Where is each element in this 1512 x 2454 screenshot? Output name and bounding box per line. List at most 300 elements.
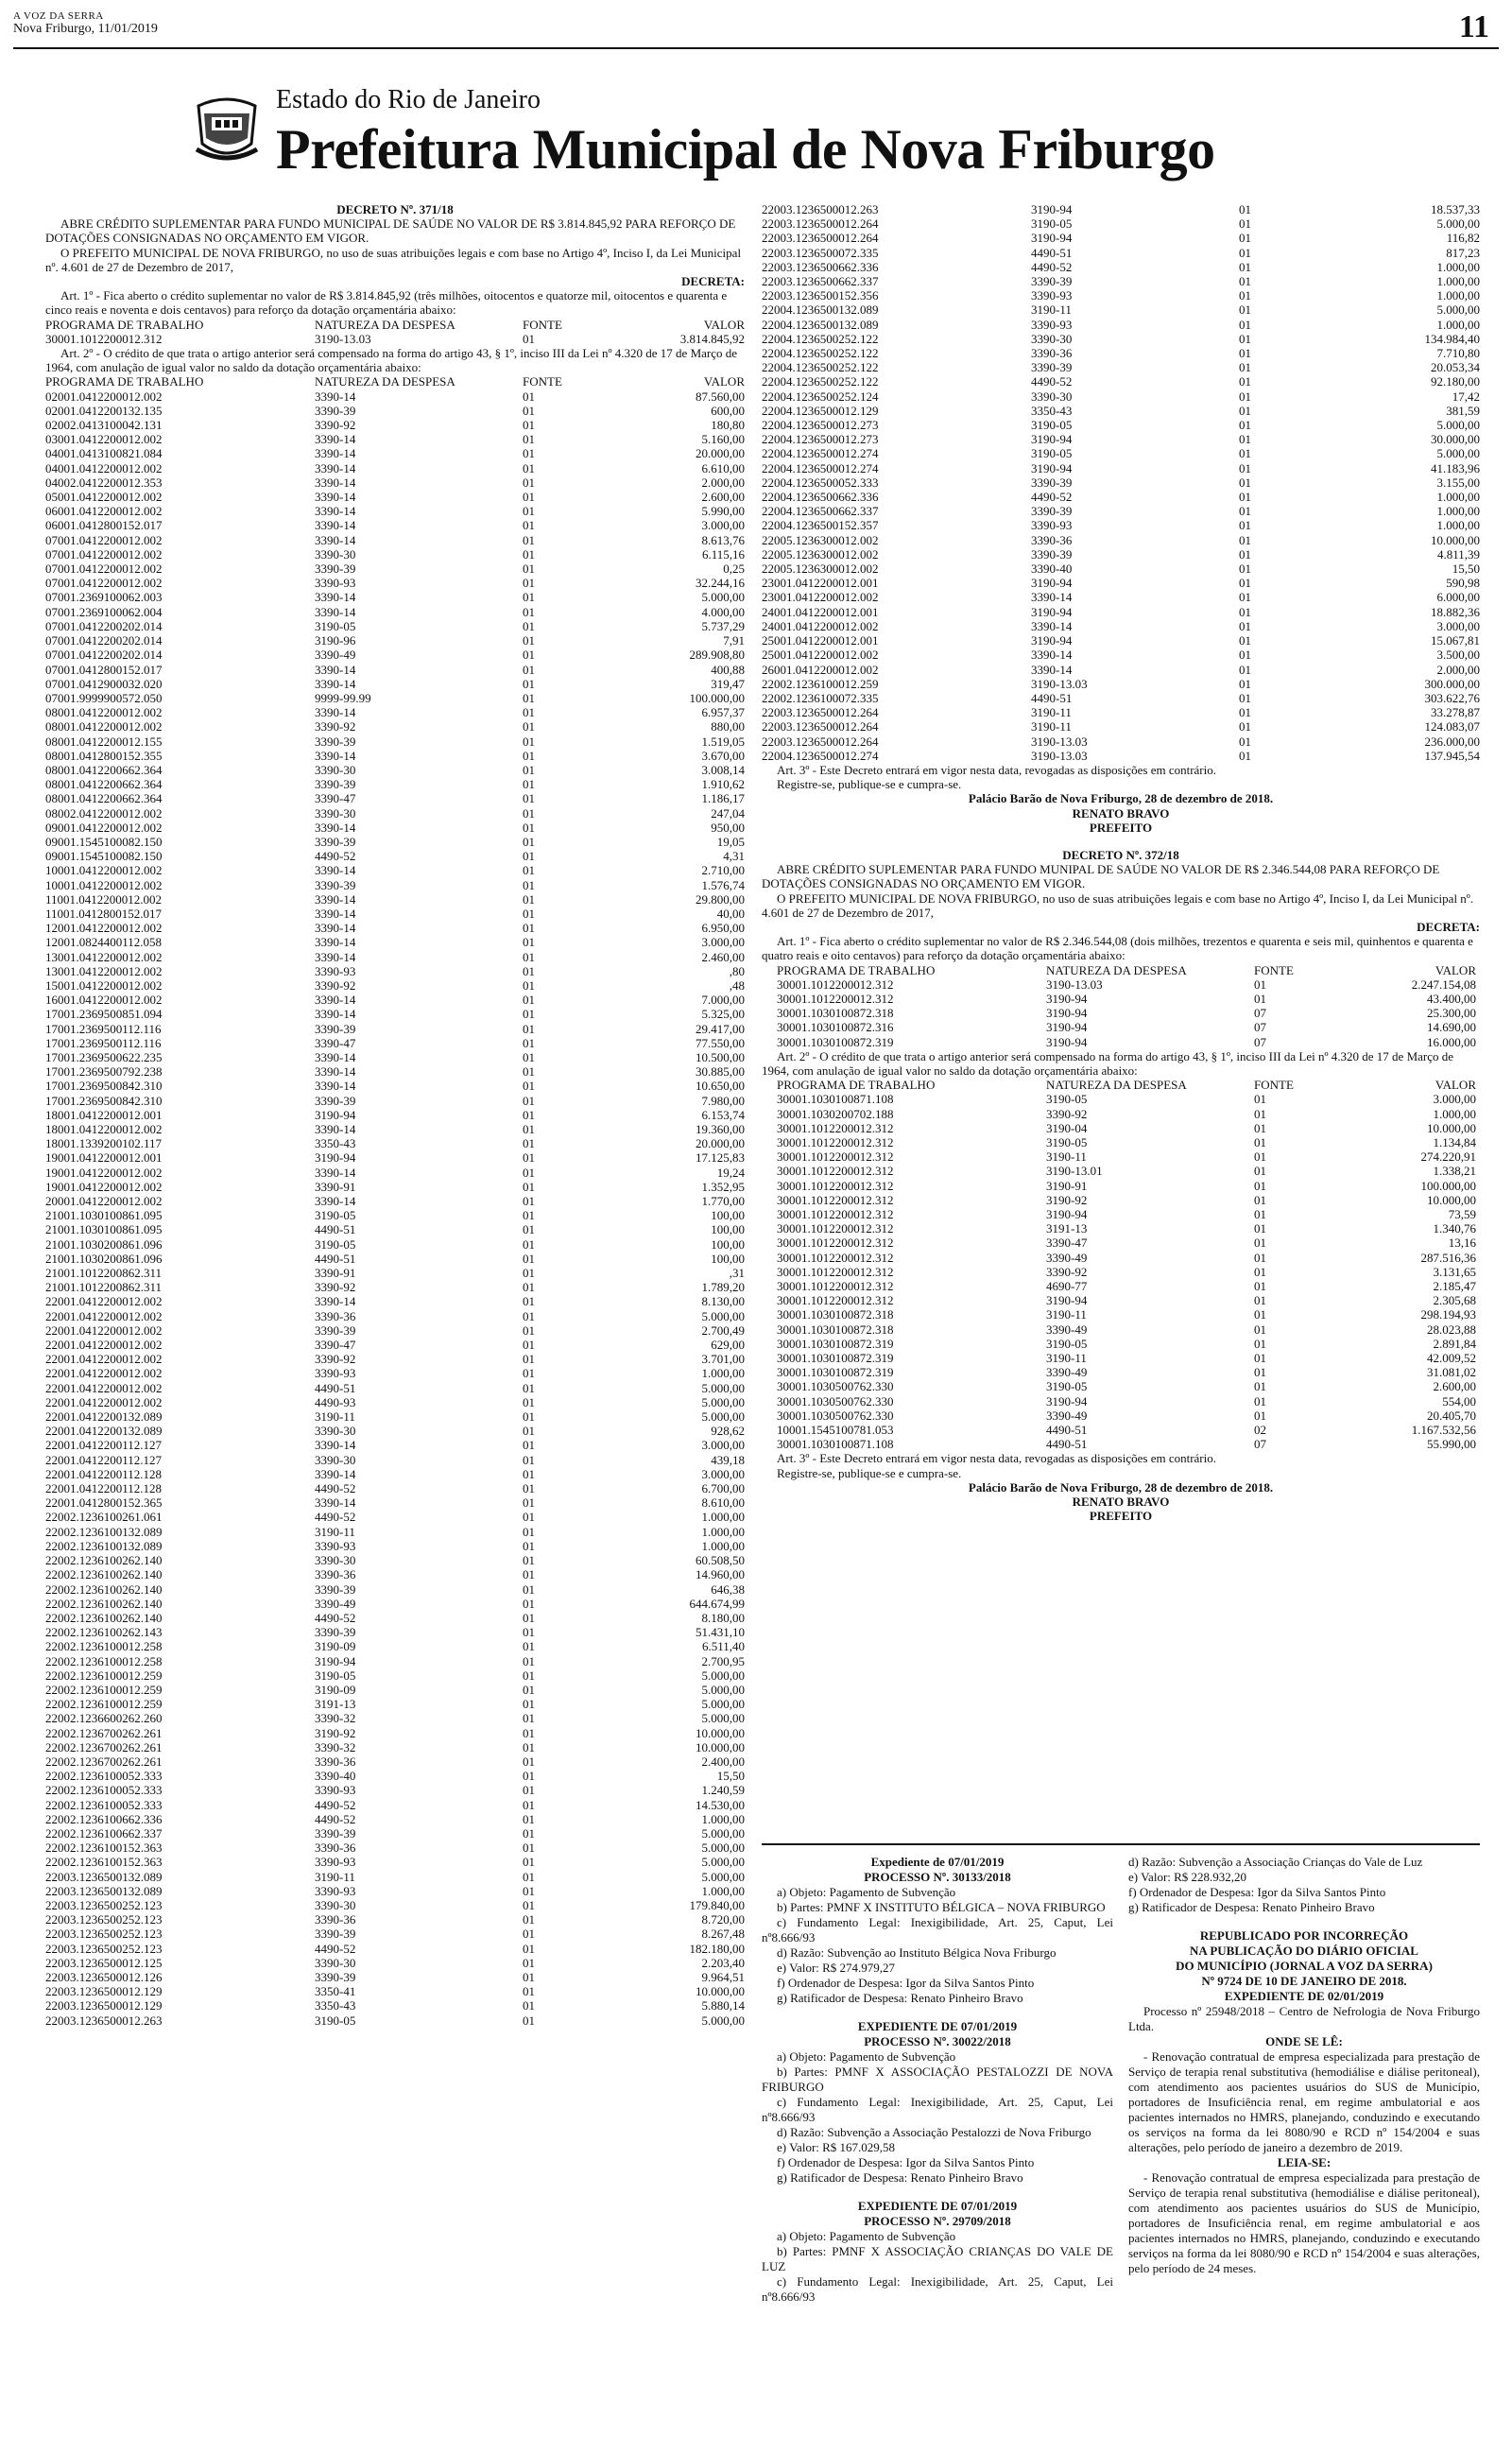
program-cell: 04001.0412200012.002 bbox=[45, 460, 163, 475]
table-row bbox=[762, 547, 1480, 562]
program-cell: 07001.2369100062.003 bbox=[45, 590, 163, 605]
value-cell: 5.000,00 bbox=[1436, 446, 1480, 461]
program-cell: 11001.0412200012.002 bbox=[45, 891, 163, 907]
table-header: PROGRAMA DE TRABALHO NATUREZA DA DESPESA FONTE VALOR bbox=[777, 962, 1476, 977]
program-cell: 17001.2369500851.094 bbox=[45, 1007, 163, 1022]
source-cell: 01 bbox=[523, 1179, 535, 1194]
table-row bbox=[762, 216, 1480, 231]
table-row bbox=[45, 1726, 745, 1740]
value-cell: 5.880,14 bbox=[701, 1998, 745, 2013]
source-cell: 01 bbox=[1254, 1236, 1266, 1251]
nature-cell: 3390-92 bbox=[1046, 1106, 1088, 1121]
value-cell: 87.560,00 bbox=[696, 389, 745, 404]
table-row bbox=[45, 1639, 745, 1653]
program-cell: 22002.1236100132.089 bbox=[45, 1524, 163, 1539]
source-cell: 01 bbox=[523, 604, 535, 619]
source-cell: 01 bbox=[523, 446, 535, 461]
table-row bbox=[45, 1222, 745, 1236]
value-cell: 73,59 bbox=[1448, 1207, 1476, 1222]
value-cell: 7.710,80 bbox=[1436, 346, 1480, 361]
source-cell: 01 bbox=[523, 1797, 535, 1812]
source-cell: 01 bbox=[523, 1855, 535, 1870]
value-cell: 5.000,00 bbox=[701, 1825, 745, 1840]
source-cell: 01 bbox=[1239, 446, 1251, 461]
decree-preamble: O PREFEITO MUNICIPAL DE NOVA FRIBURGO, no uso de suas atribuições legais e com base no Artigo 4º, Inciso I, da Lei Municipal nº. 4.601 de 27 de Dezembro de 2017, bbox=[762, 890, 1474, 920]
table-row bbox=[45, 1898, 745, 1912]
program-cell: 22002.1236100152.363 bbox=[45, 1840, 163, 1856]
decree-title: DECRETO Nº. 371/18 bbox=[336, 202, 454, 216]
program-cell: 07001.0412200012.002 bbox=[45, 562, 163, 577]
nature-cell: 3390-93 bbox=[315, 1366, 356, 1381]
source-cell: 01 bbox=[523, 1682, 535, 1697]
value-cell: 179.840,00 bbox=[689, 1897, 745, 1912]
program-cell: 22005.1236300012.002 bbox=[762, 546, 879, 562]
program-cell: 22001.0412200012.002 bbox=[45, 1294, 163, 1309]
table-row bbox=[45, 1022, 745, 1036]
nature-cell: 3390-14 bbox=[315, 993, 356, 1008]
table-row bbox=[45, 1668, 745, 1683]
exp-line: f) Ordenador de Despesa: Igor da Silva Santos Pinto bbox=[1128, 1885, 1386, 1899]
program-cell: 22002.1236100152.363 bbox=[45, 1855, 163, 1870]
source-cell: 01 bbox=[523, 1883, 535, 1898]
table-row bbox=[45, 749, 745, 763]
value-cell: 55.990,00 bbox=[1427, 1437, 1476, 1452]
value-cell: 182.180,00 bbox=[689, 1941, 745, 1956]
nature-cell: 4490-52 bbox=[315, 1610, 356, 1625]
source-cell: 01 bbox=[523, 1266, 535, 1281]
value-cell: 5.000,00 bbox=[701, 1840, 745, 1856]
source-cell: 01 bbox=[523, 648, 535, 663]
value-cell: 15,50 bbox=[1452, 562, 1480, 577]
program-cell: 23001.0412200012.001 bbox=[762, 576, 879, 591]
program-cell: 22002.1236100012.258 bbox=[45, 1653, 163, 1668]
program-cell: 17001.2369500622.235 bbox=[45, 1049, 163, 1064]
source-cell: 01 bbox=[1254, 1135, 1266, 1149]
source-cell: 01 bbox=[1254, 1092, 1266, 1107]
table-row bbox=[45, 2013, 745, 2028]
nature-cell: 3390-39 bbox=[315, 1825, 356, 1840]
table-row bbox=[45, 677, 745, 691]
program-cell: 30001.1030100872.318 bbox=[777, 1307, 894, 1322]
table-row bbox=[45, 1323, 745, 1338]
program-cell: 30001.1030500762.330 bbox=[777, 1393, 894, 1408]
table-row bbox=[45, 1395, 745, 1409]
program-cell: 30001.1012200012.312 bbox=[777, 1149, 894, 1165]
value-cell: 43.400,00 bbox=[1427, 991, 1476, 1006]
program-cell: 04002.0412200012.353 bbox=[45, 475, 163, 490]
program-cell: 22003.1236500012.264 bbox=[762, 705, 879, 720]
nature-cell: 3190-05 bbox=[1046, 1092, 1088, 1107]
value-cell: 10.000,00 bbox=[696, 1739, 745, 1754]
source-cell: 01 bbox=[523, 432, 535, 447]
value-cell: 5.990,00 bbox=[701, 504, 745, 519]
table-row bbox=[777, 1207, 1476, 1221]
value-cell: 1.186,17 bbox=[701, 791, 745, 806]
nature-cell: 3190-11 bbox=[1031, 302, 1072, 318]
nature-cell: 4490-52 bbox=[1031, 374, 1073, 389]
value-cell: 9.964,51 bbox=[701, 1969, 745, 1984]
source-cell: 01 bbox=[1239, 346, 1251, 361]
newspaper-name: A VOZ DA SERRA bbox=[13, 10, 104, 22]
nature-cell: 3390-14 bbox=[315, 949, 356, 964]
program-cell: 08001.0412200662.364 bbox=[45, 762, 163, 777]
nature-cell: 3390-39 bbox=[1031, 504, 1073, 519]
table-row bbox=[762, 504, 1480, 518]
source-cell: 01 bbox=[523, 1064, 535, 1080]
expediente-line: f) Ordenador de Despesa: Igor da Silva Santos Pinto bbox=[777, 2155, 1035, 2169]
table-row bbox=[45, 1266, 745, 1280]
source-cell: 01 bbox=[1239, 705, 1251, 720]
program-cell: 22001.0412200112.127 bbox=[45, 1438, 163, 1453]
source-cell: 01 bbox=[1254, 1351, 1266, 1366]
nature-cell: 3190-05 bbox=[1046, 1135, 1088, 1149]
program-cell: 22003.1236500012.263 bbox=[45, 2013, 163, 2028]
source-cell: 01 bbox=[523, 1222, 535, 1237]
table-row bbox=[45, 1166, 745, 1180]
value-cell: 6.153,74 bbox=[701, 1107, 745, 1122]
source-cell: 01 bbox=[523, 546, 535, 562]
program-cell: 21001.1030100861.095 bbox=[45, 1222, 163, 1237]
source-cell: 01 bbox=[523, 1553, 535, 1568]
value-cell: 2.600,00 bbox=[701, 490, 745, 505]
table-row bbox=[45, 1855, 745, 1869]
value-cell: 3.701,00 bbox=[701, 1352, 745, 1367]
source-cell: 01 bbox=[523, 1653, 535, 1668]
value-cell: 60.508,50 bbox=[696, 1553, 745, 1568]
expediente-line: b) Partes: PMNF X ASSOCIAÇÃO CRIANÇAS DO VALE DE LUZ bbox=[762, 2244, 1113, 2273]
table-row bbox=[45, 1956, 745, 1970]
source-cell: 01 bbox=[523, 1610, 535, 1625]
table-row bbox=[777, 1337, 1476, 1351]
table-row bbox=[45, 490, 745, 504]
table-row bbox=[45, 863, 745, 877]
program-cell: 30001.1012200012.312 bbox=[777, 1293, 894, 1308]
nature-cell: 3390-30 bbox=[1031, 331, 1073, 346]
annulment-table-continued bbox=[762, 202, 1480, 763]
source-cell: 01 bbox=[523, 2013, 535, 2028]
nature-cell: 3390-92 bbox=[315, 977, 356, 993]
program-cell: 22003.1236500012.264 bbox=[762, 216, 879, 232]
nature-cell: 3390-14 bbox=[315, 389, 356, 404]
value-cell: 7.980,00 bbox=[701, 1093, 745, 1108]
source-cell: 01 bbox=[1254, 1120, 1266, 1135]
table-row bbox=[762, 332, 1480, 346]
source-cell: 01 bbox=[1239, 590, 1251, 605]
table-row bbox=[45, 1553, 745, 1567]
table-row bbox=[45, 446, 745, 460]
value-cell: 100.000,00 bbox=[689, 690, 745, 705]
value-cell: 5.000,00 bbox=[701, 1380, 745, 1395]
program-cell: 07001.0412200202.014 bbox=[45, 618, 163, 633]
program-cell: 12001.0412200012.002 bbox=[45, 921, 163, 936]
program-cell: 22002.1236100262.143 bbox=[45, 1625, 163, 1640]
program-cell: 08001.0412200662.364 bbox=[45, 791, 163, 806]
table-row bbox=[762, 231, 1480, 245]
program-cell: 08001.0412200012.002 bbox=[45, 705, 163, 720]
source-cell: 01 bbox=[1239, 504, 1251, 519]
program-cell: 20001.0412200012.002 bbox=[45, 1194, 163, 1209]
table-row bbox=[45, 791, 745, 805]
table-row bbox=[45, 691, 745, 705]
nature-cell: 3190-94 bbox=[315, 1107, 356, 1122]
program-cell: 22004.1236500662.336 bbox=[762, 490, 879, 505]
value-cell: 6.610,00 bbox=[701, 460, 745, 475]
program-cell: 03001.0412200012.002 bbox=[45, 432, 163, 447]
table-row bbox=[777, 1365, 1476, 1379]
table-row bbox=[777, 1408, 1476, 1423]
program-cell: 08001.0412800152.355 bbox=[45, 748, 163, 763]
table-row bbox=[762, 346, 1480, 360]
table-row bbox=[45, 605, 745, 619]
program-cell: 07001.0412200202.014 bbox=[45, 648, 163, 663]
source-cell: 01 bbox=[1254, 1221, 1266, 1236]
value-cell: 124.083,07 bbox=[1424, 719, 1480, 734]
value-cell: 1.789,20 bbox=[701, 1280, 745, 1295]
source-cell: 01 bbox=[523, 719, 535, 734]
source-cell: 01 bbox=[523, 1352, 535, 1367]
table-row bbox=[762, 619, 1480, 633]
program-cell: 02001.0412200132.135 bbox=[45, 403, 163, 418]
value-cell: 5.000,00 bbox=[1436, 418, 1480, 433]
table-row bbox=[762, 691, 1480, 705]
value-cell: 1.000,00 bbox=[701, 1538, 745, 1553]
source-cell: 01 bbox=[523, 935, 535, 950]
nature-cell: 3390-14 bbox=[315, 1466, 356, 1481]
table-row bbox=[45, 878, 745, 892]
masthead bbox=[189, 76, 1323, 189]
value-cell: 5.000,00 bbox=[701, 1409, 745, 1425]
value-cell: 16.000,00 bbox=[1427, 1034, 1476, 1049]
table-row bbox=[45, 404, 745, 418]
table-row bbox=[45, 1136, 745, 1150]
table-row bbox=[45, 1194, 745, 1208]
source-cell: 01 bbox=[1239, 259, 1251, 274]
nature-cell: 3190-05 bbox=[1046, 1336, 1088, 1351]
table-row bbox=[45, 547, 745, 562]
source-cell: 01 bbox=[1239, 360, 1251, 375]
source-cell: 01 bbox=[523, 1308, 535, 1323]
signer-name: RENATO BRAVO bbox=[1072, 805, 1170, 821]
source-cell: 07 bbox=[1254, 1006, 1266, 1021]
source-cell: 01 bbox=[1239, 532, 1251, 547]
value-cell: 2.305,68 bbox=[1433, 1293, 1476, 1308]
value-cell: 554,00 bbox=[1442, 1393, 1476, 1408]
source-cell: 01 bbox=[523, 1107, 535, 1122]
table-row bbox=[777, 977, 1476, 992]
program-cell: 22002.1236100012.259 bbox=[45, 1668, 163, 1683]
program-cell: 22002.1236100052.333 bbox=[45, 1797, 163, 1812]
value-cell: 8.613,76 bbox=[701, 532, 745, 547]
program-cell: 22003.1236500012.129 bbox=[45, 1984, 163, 1999]
nature-cell: 3190-13.03 bbox=[315, 331, 371, 346]
table-row bbox=[45, 648, 745, 662]
nature-cell: 3390-92 bbox=[315, 719, 356, 734]
nature-cell: 4490-51 bbox=[315, 1222, 356, 1237]
table-row bbox=[45, 1783, 745, 1797]
program-cell: 22001.0412200112.128 bbox=[45, 1466, 163, 1481]
value-cell: 18.537,33 bbox=[1431, 202, 1480, 216]
table-row bbox=[45, 1754, 745, 1769]
signer-role: PREFEITO bbox=[1089, 820, 1153, 835]
table-row bbox=[777, 1107, 1476, 1121]
value-cell: 3.000,00 bbox=[701, 1438, 745, 1453]
value-cell: ,31 bbox=[729, 1266, 745, 1281]
table-row bbox=[762, 749, 1480, 763]
value-cell: 42.009,52 bbox=[1427, 1351, 1476, 1366]
nature-cell: 3350-41 bbox=[315, 1984, 356, 1999]
table-row bbox=[762, 246, 1480, 260]
value-cell: 19,05 bbox=[716, 834, 745, 849]
nature-cell: 3390-49 bbox=[315, 648, 356, 663]
source-cell: 01 bbox=[1239, 648, 1251, 663]
value-cell: 2.710,00 bbox=[701, 863, 745, 878]
table-row bbox=[762, 562, 1480, 576]
value-cell: 1.000,00 bbox=[1436, 504, 1480, 519]
program-cell: 22002.1236100262.140 bbox=[45, 1581, 163, 1597]
value-cell: 31.081,02 bbox=[1427, 1365, 1476, 1380]
nature-cell: 3390-14 bbox=[1031, 590, 1073, 605]
value-cell: 10.000,00 bbox=[1427, 1120, 1476, 1135]
source-cell: 01 bbox=[1239, 719, 1251, 734]
program-cell: 08002.0412200012.002 bbox=[45, 805, 163, 821]
palace-date: Palácio Barão de Nova Friburgo, 28 de dezembro de 2018. bbox=[968, 791, 1274, 806]
nature-cell: 3390-39 bbox=[1031, 274, 1073, 289]
source-cell: 01 bbox=[1239, 288, 1251, 303]
nature-cell: 3390-47 bbox=[1046, 1236, 1088, 1251]
program-cell: 22005.1236300012.002 bbox=[762, 532, 879, 547]
value-cell: 14.530,00 bbox=[696, 1797, 745, 1812]
program-cell: 22002.1236700262.261 bbox=[45, 1725, 163, 1740]
program-cell: 22004.1236500012.274 bbox=[762, 446, 879, 461]
signer-role: PREFEITO bbox=[1089, 1509, 1153, 1524]
source-cell: 01 bbox=[523, 805, 535, 821]
value-cell: 1.000,00 bbox=[701, 1883, 745, 1898]
nature-cell: 4490-52 bbox=[315, 1797, 356, 1812]
source-cell: 01 bbox=[523, 963, 535, 978]
value-cell: 100.000,00 bbox=[1420, 1178, 1476, 1193]
table-row bbox=[45, 1381, 745, 1395]
program-cell: 09001.1545100082.150 bbox=[45, 849, 163, 864]
source-cell: 01 bbox=[523, 1725, 535, 1740]
nature-cell: 3190-05 bbox=[315, 1668, 356, 1683]
nature-cell: 3390-14 bbox=[315, 446, 356, 461]
table-row bbox=[45, 1094, 745, 1108]
leia-label: LEIA-SE: bbox=[1277, 2155, 1332, 2169]
value-cell: 1.000,00 bbox=[1436, 274, 1480, 289]
city-seal-icon bbox=[189, 89, 265, 164]
source-cell: 01 bbox=[1254, 1264, 1266, 1279]
source-cell: 01 bbox=[523, 762, 535, 777]
program-cell: 22002.1236100262.140 bbox=[45, 1610, 163, 1625]
value-cell: 5.737,29 bbox=[701, 618, 745, 633]
republicado-line: DO MUNICÍPIO (JORNAL A VOZ DA SERRA) bbox=[1176, 1959, 1433, 1973]
value-cell: 2.400,00 bbox=[701, 1754, 745, 1769]
nature-cell: 3390-14 bbox=[315, 1122, 356, 1136]
program-cell: 30001.1030100871.108 bbox=[777, 1437, 894, 1452]
value-cell: 600,00 bbox=[711, 403, 745, 418]
source-cell: 01 bbox=[1239, 690, 1251, 705]
source-cell: 01 bbox=[1254, 1279, 1266, 1294]
value-cell: 13,16 bbox=[1448, 1236, 1476, 1251]
source-cell: 01 bbox=[523, 1280, 535, 1295]
source-cell: 01 bbox=[523, 734, 535, 749]
nature-cell: 3390-36 bbox=[315, 1840, 356, 1856]
table-row bbox=[45, 432, 745, 446]
program-cell: 22001.0412200012.002 bbox=[45, 1352, 163, 1367]
source-cell: 01 bbox=[523, 1510, 535, 1525]
nature-cell: 3190-09 bbox=[315, 1639, 356, 1654]
program-cell: 21001.1030200861.096 bbox=[45, 1236, 163, 1252]
value-cell: 14.690,00 bbox=[1427, 1020, 1476, 1035]
value-cell: 30.000,00 bbox=[1431, 432, 1480, 447]
value-cell: 289.908,80 bbox=[689, 648, 745, 663]
nature-cell: 3190-05 bbox=[315, 1208, 356, 1223]
nature-cell: 3390-39 bbox=[315, 834, 356, 849]
value-cell: 5.000,00 bbox=[1436, 216, 1480, 232]
value-cell: 1.352,95 bbox=[701, 1179, 745, 1194]
table-row bbox=[777, 1351, 1476, 1365]
value-cell: 287.516,36 bbox=[1420, 1250, 1476, 1265]
source-cell: 07 bbox=[1254, 1020, 1266, 1035]
table-row bbox=[762, 446, 1480, 460]
source-cell: 01 bbox=[523, 1208, 535, 1223]
value-cell: 1.000,00 bbox=[701, 1510, 745, 1525]
nature-cell: 3390-93 bbox=[1031, 288, 1073, 303]
source-cell: 01 bbox=[523, 1409, 535, 1425]
nature-cell: 3390-91 bbox=[315, 1179, 356, 1194]
nature-cell: 3190-94 bbox=[1031, 202, 1073, 216]
value-cell: 300.000,00 bbox=[1424, 676, 1480, 691]
source-cell: 01 bbox=[523, 906, 535, 921]
nature-cell: 3350-43 bbox=[315, 1136, 356, 1151]
source-cell: 01 bbox=[523, 1236, 535, 1252]
source-cell: 01 bbox=[523, 676, 535, 691]
table-row bbox=[45, 806, 745, 821]
table-row bbox=[762, 374, 1480, 389]
value-cell: 2.185,47 bbox=[1433, 1279, 1476, 1294]
nature-cell: 3390-14 bbox=[315, 1007, 356, 1022]
value-cell: 5.000,00 bbox=[701, 1394, 745, 1409]
expediente-line: a) Objeto: Pagamento de Subvenção bbox=[777, 1885, 956, 1899]
value-cell: 30.885,00 bbox=[696, 1064, 745, 1080]
program-cell: 30001.1012200012.312 bbox=[777, 1120, 894, 1135]
nature-cell: 3390-14 bbox=[315, 662, 356, 677]
source-cell: 01 bbox=[1254, 1379, 1266, 1394]
program-cell: 25001.0412200012.001 bbox=[762, 633, 879, 648]
program-cell: 22004.1236500152.357 bbox=[762, 518, 879, 533]
nature-cell: 3390-14 bbox=[315, 1294, 356, 1309]
source-cell: 01 bbox=[523, 1811, 535, 1826]
source-cell: 01 bbox=[523, 532, 535, 547]
value-cell: 590,98 bbox=[1446, 576, 1480, 591]
program-cell: 07001.0412800152.017 bbox=[45, 662, 163, 677]
table-row bbox=[777, 1307, 1476, 1322]
value-cell: 236.000,00 bbox=[1424, 734, 1480, 749]
nature-cell: 3190-13.03 bbox=[1046, 976, 1103, 992]
nature-cell: 3390-39 bbox=[315, 1581, 356, 1597]
source-cell: 01 bbox=[1254, 1322, 1266, 1337]
source-cell: 01 bbox=[523, 1466, 535, 1481]
nature-cell: 3390-36 bbox=[315, 1567, 356, 1582]
nature-cell: 3390-30 bbox=[315, 1553, 356, 1568]
program-cell: 22003.1236500662.336 bbox=[762, 259, 879, 274]
nature-cell: 3390-14 bbox=[315, 432, 356, 447]
program-cell: 22001.0412200012.002 bbox=[45, 1380, 163, 1395]
program-cell: 22002.1236100072.335 bbox=[762, 690, 879, 705]
table-row bbox=[777, 1164, 1476, 1178]
nature-cell: 3390-49 bbox=[1046, 1365, 1088, 1380]
nature-cell: 4490-51 bbox=[315, 1251, 356, 1266]
